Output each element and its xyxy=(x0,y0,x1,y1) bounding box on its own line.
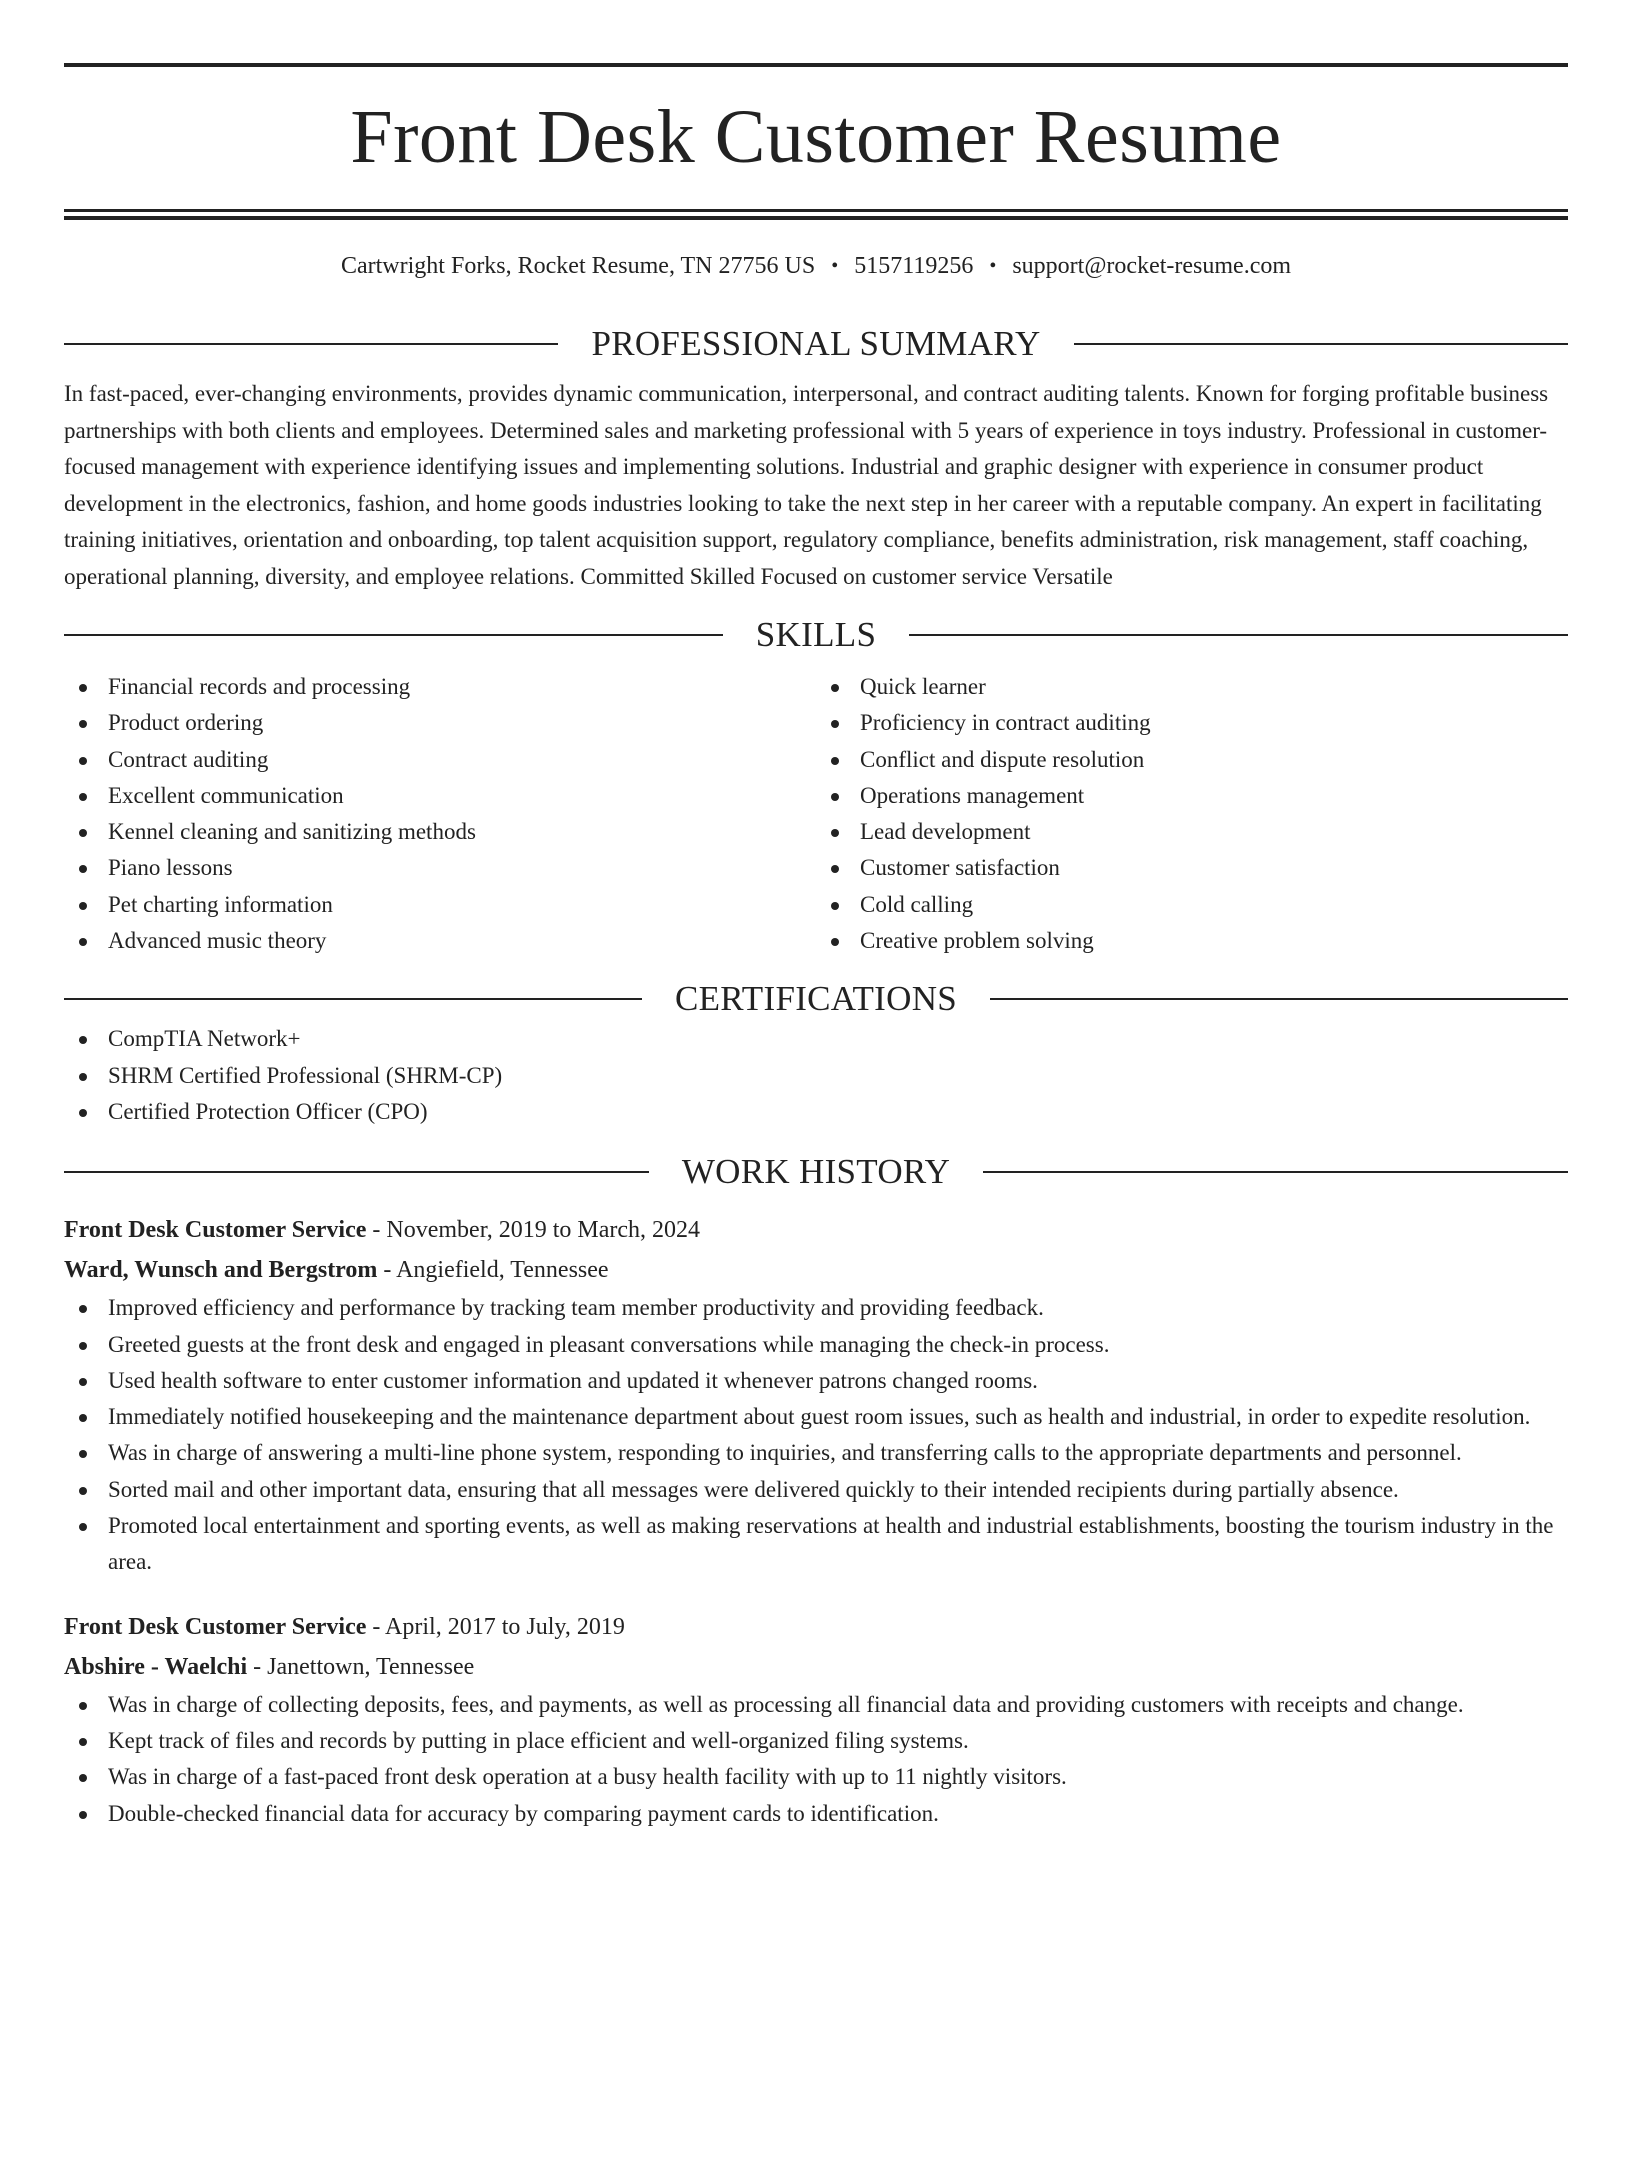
skill-item xyxy=(816,887,1568,923)
job-bullet xyxy=(64,1759,1568,1795)
job-entry xyxy=(64,1210,1568,1580)
skill-text: Product ordering xyxy=(108,710,264,736)
job-bullet xyxy=(64,1723,1568,1759)
job-company-line xyxy=(64,1647,1568,1687)
skill-item xyxy=(64,705,816,741)
skill-item xyxy=(816,742,1568,778)
job-bullet-text: Greeted guests at the front desk and engaged in pleasant conversations while managing the check-in process. xyxy=(108,1331,1110,1357)
job-bullets xyxy=(64,1290,1568,1580)
bullet-dot xyxy=(79,1523,87,1531)
heading-rule-left xyxy=(64,634,723,636)
bullet-dot xyxy=(79,720,87,728)
summary-text: In fast-paced, ever-changing environments, provides dynamic communication, interpersonal, and contract auditing talents. Known for forging profitable business partnerships with both clients and employees. Determined sales and marketing professional with 5 years of experience in toys industry. Professional in customer-focused management with experience identifying issues and implementing solutions. Industrial and graphic designer with experience in consumer product development in the electronics, fashion, and home goods industries looking to take the next step in her career with a reputable company. An expert in facilitating training initiatives, orientation and onboarding, top talent acquisition support, regulatory compliance, benefits administration, risk management, staff coaching, operational planning, diversity, and employee relations. Committed Skilled Focused on customer service Versatile xyxy=(64,381,1549,589)
resume-title: Front Desk Customer Resume xyxy=(350,95,1282,179)
heading-rule-right xyxy=(990,998,1568,1000)
job-bullet xyxy=(64,1472,1568,1508)
job-bullet-text: Immediately notified housekeeping and the maintenance department about guest room issues, such as health and industrial, in order to expedite resolution. xyxy=(108,1404,1531,1430)
skill-text: Proficiency in contract auditing xyxy=(860,710,1151,736)
skills-heading xyxy=(64,613,1568,657)
skill-text: Conflict and dispute resolution xyxy=(860,746,1145,772)
job-entry xyxy=(64,1607,1568,1832)
skill-text: Contract auditing xyxy=(108,746,269,772)
summary-heading-label: PROFESSIONAL SUMMARY xyxy=(591,324,1041,363)
certification-item xyxy=(64,1021,1568,1057)
job-bullet xyxy=(64,1796,1568,1832)
bullet-dot xyxy=(79,757,87,765)
bullet-dot xyxy=(831,757,839,765)
bullet-dot xyxy=(79,1450,87,1458)
skill-item xyxy=(816,850,1568,886)
skill-item xyxy=(816,705,1568,741)
heading-rule-right xyxy=(1074,343,1568,345)
contact-address: Cartwright Forks, Rocket Resume, TN 27756 US xyxy=(340,253,816,279)
bullet-dot xyxy=(79,1342,87,1350)
skill-text: Operations management xyxy=(860,782,1085,808)
bullet-dot xyxy=(831,684,839,692)
skill-item xyxy=(64,923,816,959)
skill-text: Kennel cleaning and sanitizing methods xyxy=(108,819,476,845)
contact-phone: 5157119256 xyxy=(854,253,974,279)
bullet-dot xyxy=(79,1378,87,1386)
job-location: - Janettown, Tennessee xyxy=(247,1653,475,1680)
work-history-heading-label: WORK HISTORY xyxy=(681,1152,951,1192)
job-title-line xyxy=(64,1210,1568,1250)
job-bullet xyxy=(64,1435,1568,1471)
bullet-dot xyxy=(79,1073,87,1081)
bullet-dot xyxy=(79,1305,87,1313)
bullet-dot xyxy=(79,1702,87,1710)
job-bullet-text: Was in charge of a fast-paced front desk operation at a busy health facility with up to 11 nightly visitors. xyxy=(108,1764,1067,1790)
resume-page xyxy=(0,63,1632,2175)
certifications-list xyxy=(64,1021,1568,1130)
title-double-rule xyxy=(64,209,1568,220)
skills-left-list xyxy=(64,669,816,959)
skills-heading-label: SKILLS xyxy=(755,615,877,654)
contact-email: support@rocket-resume.com xyxy=(1012,253,1292,279)
job-bullet-text: Was in charge of answering a multi-line phone system, responding to inquiries, and transferring calls to the appropriate departments and personnel. xyxy=(108,1440,1462,1466)
bullet-dot xyxy=(831,793,839,801)
work-history-heading xyxy=(64,1150,1568,1194)
bullet-dot xyxy=(831,938,839,946)
certification-item xyxy=(64,1094,1568,1130)
skill-item xyxy=(64,778,816,814)
bullet-dot xyxy=(79,1774,87,1782)
job-bullet xyxy=(64,1399,1568,1435)
certification-text: CompTIA Network+ xyxy=(108,1026,301,1052)
job-bullet-text: Used health software to enter customer information and updated it whenever patrons changed rooms. xyxy=(108,1367,1038,1393)
bullet-dot xyxy=(79,1738,87,1746)
bullet-dot xyxy=(79,793,87,801)
certification-text: SHRM Certified Professional (SHRM-CP) xyxy=(108,1062,503,1088)
job-bullet xyxy=(64,1290,1568,1326)
skill-item xyxy=(816,814,1568,850)
skill-text: Customer satisfaction xyxy=(860,855,1060,881)
skill-text: Creative problem solving xyxy=(860,928,1094,954)
skill-text: Advanced music theory xyxy=(108,928,327,954)
bullet-dot xyxy=(79,865,87,873)
certifications-heading-label: CERTIFICATIONS xyxy=(674,979,958,1019)
skill-item xyxy=(64,814,816,850)
bullet-dot xyxy=(831,720,839,728)
job-bullet-text: Improved efficiency and performance by tracking team member productivity and providing feedback. xyxy=(108,1295,1044,1321)
skill-item xyxy=(816,778,1568,814)
job-bullet xyxy=(64,1687,1568,1723)
skills-grid xyxy=(64,669,1568,959)
job-bullet xyxy=(64,1327,1568,1363)
contact-separator: • xyxy=(989,255,997,277)
certification-item xyxy=(64,1058,1568,1094)
bullet-dot xyxy=(831,829,839,837)
contact-separator: • xyxy=(831,255,839,277)
skill-text: Lead development xyxy=(860,819,1031,845)
job-company-line xyxy=(64,1250,1568,1290)
job-bullet xyxy=(64,1508,1568,1581)
skill-item xyxy=(816,669,1568,705)
skill-item xyxy=(64,669,816,705)
job-bullet-text: Kept track of files and records by putting in place efficient and well-organized filing systems. xyxy=(108,1727,969,1753)
skill-item xyxy=(64,850,816,886)
job-title-line xyxy=(64,1607,1568,1647)
bullet-dot xyxy=(79,1036,87,1044)
job-location: - Angiefield, Tennessee xyxy=(377,1257,609,1284)
heading-rule-right xyxy=(909,634,1568,636)
heading-rule-left xyxy=(64,343,558,345)
bullet-dot xyxy=(79,684,87,692)
certification-text: Certified Protection Officer (CPO) xyxy=(108,1098,428,1124)
bullet-dot xyxy=(831,865,839,873)
skill-text: Quick learner xyxy=(860,674,986,699)
job-bullet-text: Sorted mail and other important data, ensuring that all messages were delivered quickly to their intended recipients during partially absence. xyxy=(108,1476,1399,1502)
skill-item xyxy=(64,887,816,923)
job-bullet-text: Promoted local entertainment and sporting events, as well as making reservations at health and industrial establishments, boosting the tourism industry in the area. xyxy=(108,1513,1554,1575)
skill-item xyxy=(64,742,816,778)
heading-rule-left xyxy=(64,1171,649,1173)
skill-text: Cold calling xyxy=(860,891,974,917)
job-company: Abshire - Waelchi xyxy=(64,1653,248,1680)
bullet-dot xyxy=(79,1487,87,1495)
job-title: Front Desk Customer Service xyxy=(64,1217,367,1244)
certifications-heading xyxy=(64,977,1568,1021)
skill-text: Piano lessons xyxy=(108,855,233,881)
contact-line xyxy=(64,251,1568,281)
job-company: Ward, Wunsch and Bergstrom xyxy=(64,1257,378,1284)
summary-heading xyxy=(64,322,1568,366)
job-bullet xyxy=(64,1363,1568,1399)
job-title: Front Desk Customer Service xyxy=(64,1613,367,1640)
job-bullet-text: Double-checked financial data for accuracy by comparing payment cards to identification. xyxy=(108,1800,939,1826)
skill-item xyxy=(816,923,1568,959)
job-bullets xyxy=(64,1687,1568,1832)
heading-rule-right xyxy=(983,1171,1568,1173)
skill-text: Excellent communication xyxy=(108,782,344,808)
bullet-dot xyxy=(79,1811,87,1819)
bullet-dot xyxy=(79,902,87,910)
job-bullet-text: Was in charge of collecting deposits, fees, and payments, as well as processing all financial data and providing customers with receipts and change. xyxy=(108,1691,1464,1717)
top-rule xyxy=(64,63,1568,67)
bullet-dot xyxy=(831,902,839,910)
bullet-dot xyxy=(79,829,87,837)
job-dates: - November, 2019 to March, 2024 xyxy=(366,1217,701,1244)
bullet-dot xyxy=(79,938,87,946)
skill-text: Pet charting information xyxy=(108,891,333,917)
bullet-dot xyxy=(79,1414,87,1422)
skill-text: Financial records and processing xyxy=(108,674,411,699)
bullet-dot xyxy=(79,1109,87,1117)
heading-rule-left xyxy=(64,998,642,1000)
skills-right-list xyxy=(816,669,1568,959)
job-dates: - April, 2017 to July, 2019 xyxy=(366,1613,625,1640)
